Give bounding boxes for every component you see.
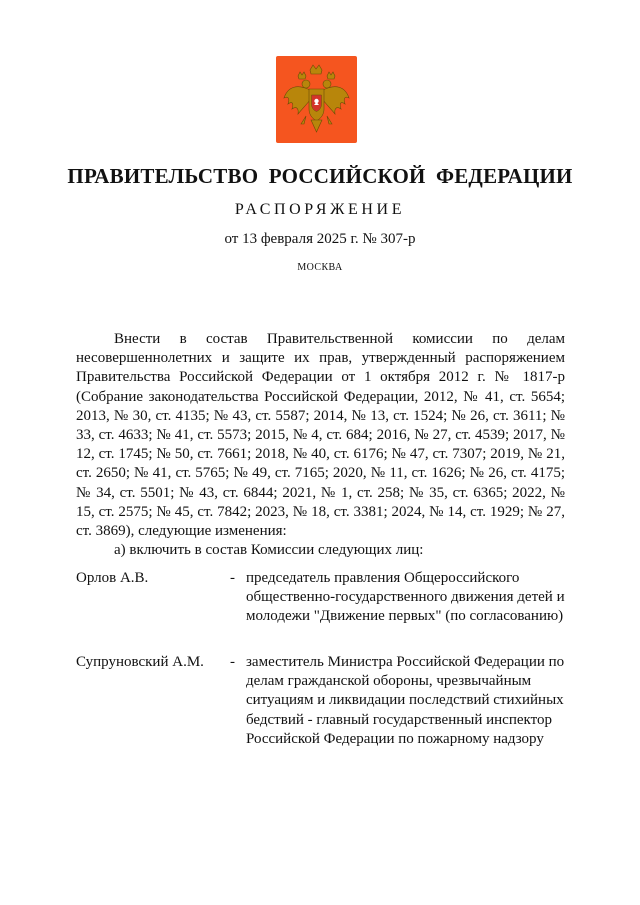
government-title: ПРАВИТЕЛЬСТВО РОССИЙСКОЙ ФЕДЕРАЦИИ (67, 164, 573, 188)
document-city: МОСКВА (297, 262, 343, 273)
order-item-a: а) включить в состав Комиссии следующих лиц: (114, 542, 424, 559)
document-type: РАСПОРЯЖЕНИЕ (234, 201, 406, 218)
order-body (76, 330, 565, 560)
coat-of-arms-icon (276, 56, 357, 143)
document-date-number: от 13 февраля 2025 г. № 307-р (224, 231, 416, 247)
member-separator: - (230, 654, 235, 670)
member-separator: - (230, 570, 235, 586)
member-position: председатель правления Общероссийского общественно-государственного движения детей и молодежи "Движение первых" (по согласованию) (246, 570, 565, 625)
order-intro-paragraph: Внести в состав Правительственной комиссии по делам несовершеннолетних и защите их прав, утвержденный распоряжением Правительства Российской Федерации от 1 октября 2012 г. № 1817-р (Собрание законодательства Российской Федерации, 2012, № 41, ст. 5654; 2013, № 30, ст. 4135; № 43, ст. 5587; 2014, № 13, ст. 1524; № 26, ст. 3611; № 33, ст. 4633; № 41, ст. 5573; 2015, № 4, ст. 684; 2016, № 27, ст. 4539; 2017, № 12, ст. 1745; № 50, ст. 7661; 2018, № 40, ст. 6176; № 47, ст. 7307; 2019, № 21, ст. 2650; № 41, ст. 5765; № 49, ст. 7165; 2020, № 11, ст. 1626; № 26, ст. 4175; № 34, ст. 5501; № 43, ст. 6844; 2021, № 1, ст. 258; № 35, ст. 6365; 2022, № 15, ст. 2575; № 45, ст. 7842; 2023, № 18, ст. 3381; 2024, № 14, ст. 1929; № 27, ст. 3869), следующие изменения: (76, 331, 565, 540)
member-position: заместитель Министра Российской Федерации по делам гражданской обороны, чрезвычайным ситуациям и ликвидации последствий стихийных бедствий - главный государственный инспектор Российской Федерации по пожарному надзору (246, 654, 565, 747)
member-name: Орлов А.В. (76, 570, 149, 586)
member-name: Супруновский А.М. (76, 654, 204, 670)
